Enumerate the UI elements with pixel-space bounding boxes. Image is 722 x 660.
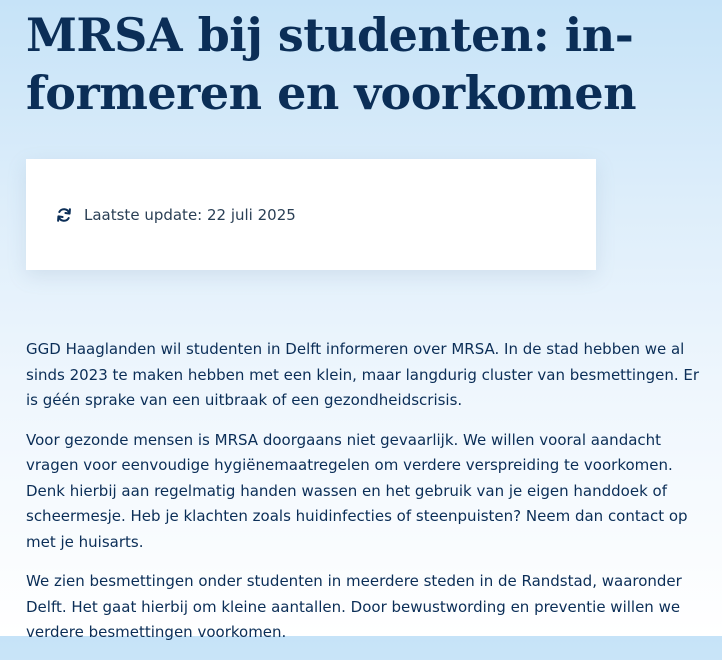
paragraph-randstad: We zien besmettingen onder studenten in meerdere steden in de Randstad, waaronder Delft. Het gaat hierbij om kleine aantallen. Door bewustwording en preventie willen we verdere besmettingen voorkomen. xyxy=(26,572,682,641)
last-update-row xyxy=(56,206,296,224)
page-title-line-2: formeren en voorkomen xyxy=(26,66,637,120)
page-title-line-1: MRSA bij studenten: in- xyxy=(26,8,634,62)
paragraph-intro: GGD Haaglanden wil studenten in Delft informeren over MRSA. In de stad hebben we al sinds 2023 te maken hebben met een klein, maar langdurig cluster van besmettingen. Er is géén sprake van een uitbraak of een gezondheidscrisis. xyxy=(26,340,700,409)
paragraph-hygiene: Voor gezonde mensen is MRSA doorgaans niet gevaarlijk. We willen vooral aandacht vragen voor eenvoudige hygiënemaatregelen om verdere verspreiding te voorkomen. Denk hierbij aan regelmatig handen wassen en het gebruik van je eigen handdoek of scheermesje. Heb je klachten zoals huidinfecties of steenpuisten? Neem dan contact op met je huisarts. xyxy=(26,430,688,551)
last-update-card xyxy=(26,159,596,270)
last-update-label: Laatste update: 22 juli 2025 xyxy=(84,205,296,224)
page-title xyxy=(26,6,706,122)
article-body xyxy=(26,337,706,660)
refresh-icon xyxy=(56,207,72,223)
